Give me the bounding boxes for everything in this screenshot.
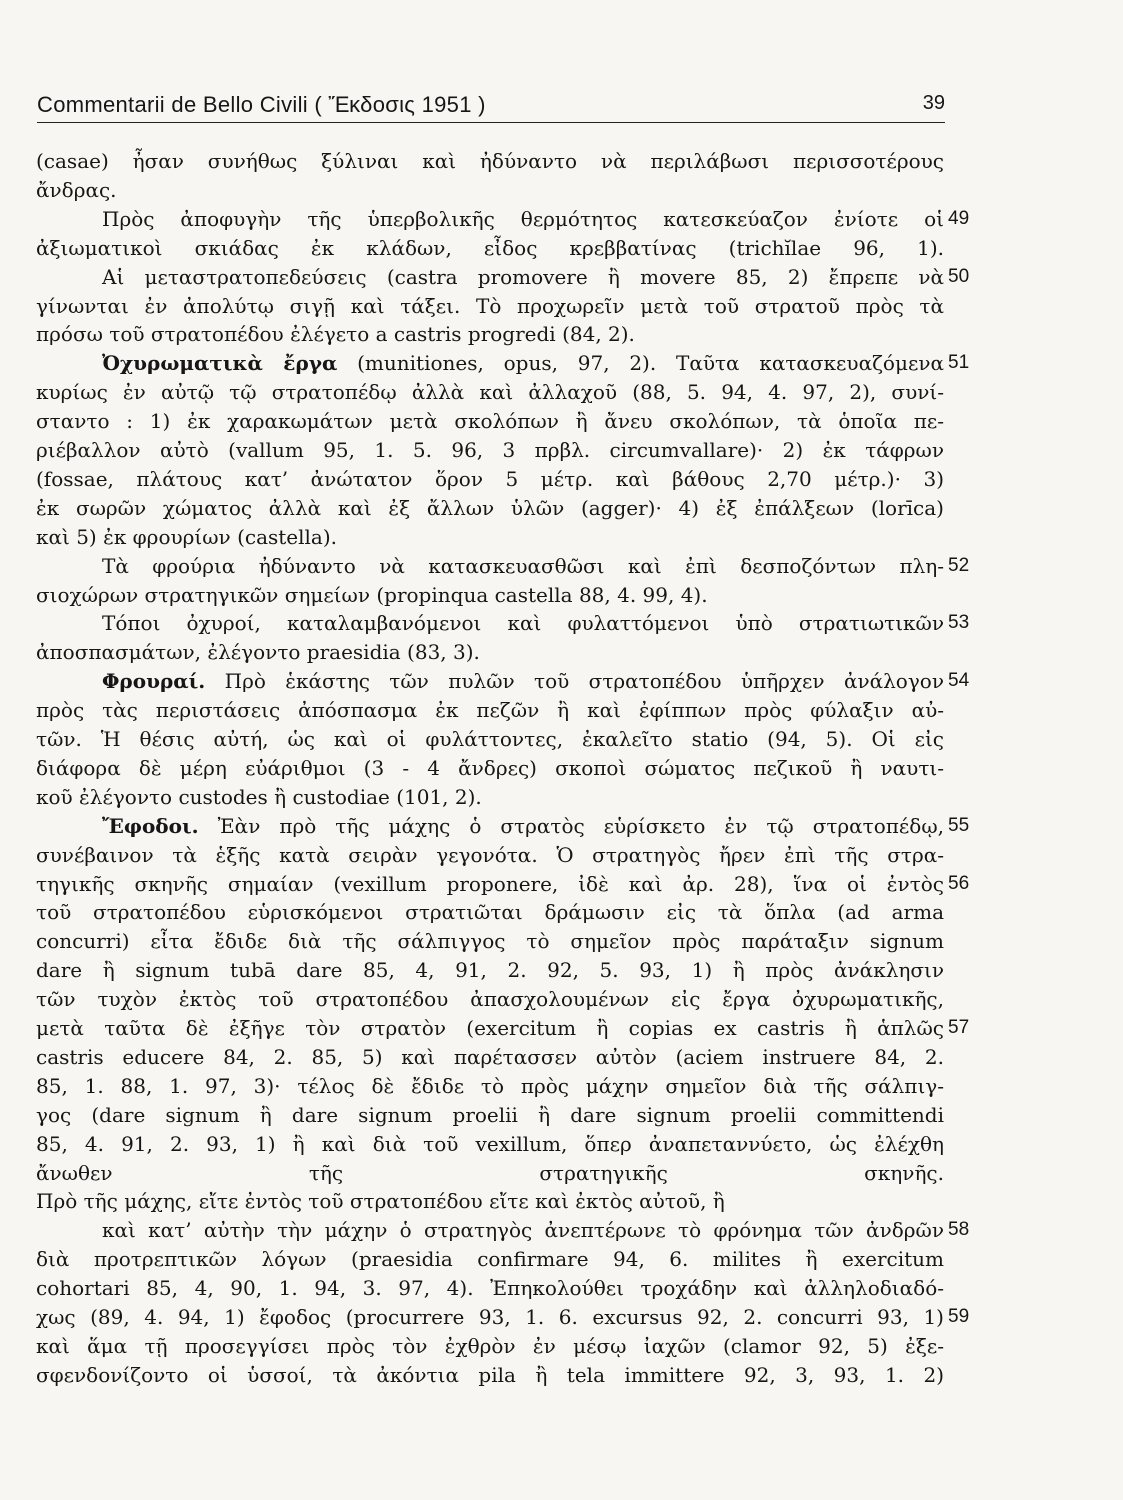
margin-section-number: 53: [948, 612, 970, 634]
text-line: σταντο : 1) ἐκ χαρακωμάτων μετὰ σκολόπων ἢ ἄνευ σκολόπων, τὰ ὁποῖα πε-: [36, 409, 944, 434]
margin-section-number: 56: [948, 872, 970, 894]
text-line: 85, 1. 88, 1. 97, 3)· τέλος δὲ ἔδιδε τὸ πρὸς μάχην σημεῖον διὰ τῆς σάλπιγ-: [36, 1073, 944, 1098]
margin-section-number: 54: [948, 670, 970, 692]
margin-section-number: 49: [948, 207, 970, 229]
text-line: σιοχώρων στρατηγικῶν σημείων (propinqua castella 88, 4. 99, 4).: [36, 582, 708, 607]
text-line: ἀξιωματικοὶ σκιάδας ἐκ κλάδων, εἶδος κρεββατίνας (trichĭlae 96, 1).: [36, 235, 944, 260]
text-line: Ὀχυρωματικὰ ἔργα (munitiones, opus, 97, 2). Ταῦτα κατασκευαζόμενα: [102, 351, 944, 376]
text-line: concurri) εἶτα ἔδιδε διὰ τῆς σάλπιγγος τὸ σημεῖον πρὸς παράταξιν signum: [36, 929, 944, 954]
text-line: συνέβαινον τὰ ἑξῆς κατὰ σειρὰν γεγονότα. Ὁ στρατηγὸς ἤρεν ἐπὶ τῆς στρα-: [36, 842, 944, 867]
text-line: cohortari 85, 4, 90, 1. 94, 3. 97, 4). Ἐπηκολούθει τροχάδην καὶ ἀλληλοδιαδό-: [36, 1276, 944, 1301]
text-line: τοῦ στρατοπέδου εὑρισκόμενοι στρατιῶται δράμωσιν εἰς τὰ ὅπλα (ad arma: [36, 900, 944, 925]
text-line: Πρὸς ἀποφυγὴν τῆς ὑπερβολικῆς θερμότητος κατεσκεύαζον ἐνίοτε οἱ: [102, 206, 944, 231]
text-line: μετὰ ταῦτα δὲ ἐξῆγε τὸν στρατὸν (exercitum ἢ copias ex castris ἢ ἁπλῶς: [36, 1016, 944, 1040]
text-line: γος (dare signum ἢ dare signum proelii ἢ dare signum proelii committendi: [36, 1102, 944, 1127]
text-line: Τόποι ὀχυροί, καταλαμβανόμενοι καὶ φυλαττόμενοι ὑπὸ στρατιωτικῶν: [102, 611, 944, 636]
text-line: 85, 4. 91, 2. 93, 1) ἢ καὶ διὰ τοῦ vexillum, ὅπερ ἀναπεταννύετο, ὡς ἐλέχθη: [36, 1131, 944, 1156]
text-line: Πρὸ τῆς μάχης, εἴτε ἐντὸς τοῦ στρατοπέδου εἴτε καὶ ἐκτὸς αὐτοῦ, ἢ: [36, 1189, 725, 1214]
section-heading: Ὀχυρωματικὰ ἔργα: [102, 351, 338, 376]
text-line: τηγικῆς σκηνῆς σημαίαν (vexillum proponere, ἰδὲ καὶ ἀρ. 28), ἵνα οἱ ἐντὸς: [36, 871, 944, 896]
text-line: πρόσω τοῦ στρατοπέδου ἐλέγετο a castris progredi (84, 2).: [36, 322, 635, 347]
text-line: ἀποσπασμάτων, ἐλέγοντο praesidia (83, 3).: [36, 640, 480, 665]
text-line: Αἱ μεταστρατοπεδεύσεις (castra promovere ἢ movere 85, 2) ἔπρεπε νὰ: [102, 264, 944, 289]
text-line: διάφορα δὲ μέρη εὐάριθμοι (3 - 4 ἄνδρες) σκοποὶ σώματος πεζικοῦ ἢ ναυτι-: [36, 755, 944, 780]
text-line: ἄνδρας.: [36, 177, 117, 202]
text-line: χως (89, 4. 94, 1) ἔφοδος (procurrere 93, 1. 6. excursus 92, 2. concurri 93, 1): [36, 1305, 944, 1329]
text-line: Ἔφοδοι. Ἐὰν πρὸ τῆς μάχης ὁ στρατὸς εὑρίσκετο ἐν τῷ στρατοπέδῳ,: [102, 813, 944, 838]
text-line: Τὰ φρούρια ἠδύναντο νὰ κατασκευασθῶσι καὶ ἐπὶ δεσποζόντων πλη-: [102, 553, 944, 578]
section-heading: Ἔφοδοι.: [102, 813, 199, 838]
text-line: ριέβαλλον αὐτὸ (vallum 95, 1. 5. 96, 3 πρβλ. circumvallare)· 2) ἐκ τάφρων: [36, 438, 944, 462]
text-line: dare ἢ signum tubā dare 85, 4, 91, 2. 92, 5. 93, 1) ἢ πρὸς ἀνάκλησιν: [36, 958, 944, 983]
text-line: καὶ ἅμα τῇ προσεγγίσει πρὸς τὸν ἐχθρὸν ἐν μέσῳ ἰαχῶν (clamor 92, 5) ἐξε-: [36, 1333, 944, 1358]
margin-section-number: 51: [948, 352, 970, 374]
margin-section-number: 57: [948, 1017, 970, 1038]
text-line: castris educere 84, 2. 85, 5) καὶ παρέτασσεν αὐτὸν (aciem instruere 84, 2.: [36, 1044, 944, 1069]
text-line: πρὸς τὰς περιστάσεις ἀπόσπασμα ἐκ πεζῶν ἢ καὶ ἐφίππων πρὸς φύλαξιν αὐ-: [36, 698, 944, 723]
margin-section-number: 52: [948, 554, 970, 576]
page-number: 39: [922, 92, 945, 114]
text-line: Φρουραί. Πρὸ ἑκάστης τῶν πυλῶν τοῦ στρατοπέδου ὑπῆρχεν ἀνάλογον: [102, 669, 944, 694]
margin-section-number: 55: [948, 814, 970, 836]
text-line: κοῦ ἐλέγοντο custodes ἢ custodiae (101, 2).: [36, 784, 482, 809]
text-line: τῶν. Ἡ θέσις αὐτή, ὡς καὶ οἱ φυλάττοντες, ἐκαλεῖτο statio (94, 5). Οἱ εἰς: [36, 727, 944, 751]
running-title: Commentarii de Bello Civili ( Ἔκδοσις 1951 ): [37, 92, 486, 117]
text-line: (casae) ἦσαν συνήθως ξύλιναι καὶ ἠδύναντο νὰ περιλάβωσι περισσοτέρους: [36, 149, 944, 173]
text-line: ἐκ σωρῶν χώματος ἀλλὰ καὶ ἐξ ἄλλων ὑλῶν (agger)· 4) ἐξ ἐπάλξεων (lorīca): [36, 495, 944, 520]
text-line: διὰ προτρεπτικῶν λόγων (praesidia confirmare 94, 6. milites ἢ exercitum: [36, 1247, 944, 1272]
text-line: κυρίως ἐν αὐτῷ τῷ στρατοπέδῳ ἀλλὰ καὶ ἀλλαχοῦ (88, 5. 94, 4. 97, 2), συνί-: [36, 380, 944, 405]
text-line: καὶ κατ’ αὐτὴν τὴν μάχην ὁ στρατηγὸς ἀνεπτέρωνε τὸ φρόνημα τῶν ἀνδρῶν: [102, 1218, 944, 1243]
text-line: τῶν τυχὸν ἐκτὸς τοῦ στρατοπέδου ἀπασχολουμένων εἰς ἔργα ὀχυρωματικῆς,: [36, 987, 944, 1012]
margin-section-number: 58: [948, 1219, 970, 1241]
text-line: καὶ 5) ἐκ φρουρίων (castella).: [36, 524, 338, 549]
text-line: γίνωνται ἐν ἀπολύτῳ σιγῇ καὶ τάξει. Τὸ προχωρεῖν μετὰ τοῦ στρατοῦ πρὸς τὰ: [36, 293, 944, 318]
margin-section-number: 50: [948, 265, 970, 287]
text-line: ἄνωθεν τῆς στρατηγικῆς σκηνῆς.: [36, 1160, 944, 1185]
margin-section-number: 59: [948, 1306, 970, 1327]
section-heading: Φρουραί.: [102, 669, 206, 694]
text-line: (fossae, πλάτους κατ’ ἀνώτατον ὅρον 5 μέτρ. καὶ βάθους 2,70 μέτρ.)· 3): [36, 466, 944, 491]
text-line: σφενδονίζοντο οἱ ὑσσοί, τὰ ἀκόντια pila ἢ tela immittere 92, 3, 93, 1. 2): [36, 1362, 944, 1387]
